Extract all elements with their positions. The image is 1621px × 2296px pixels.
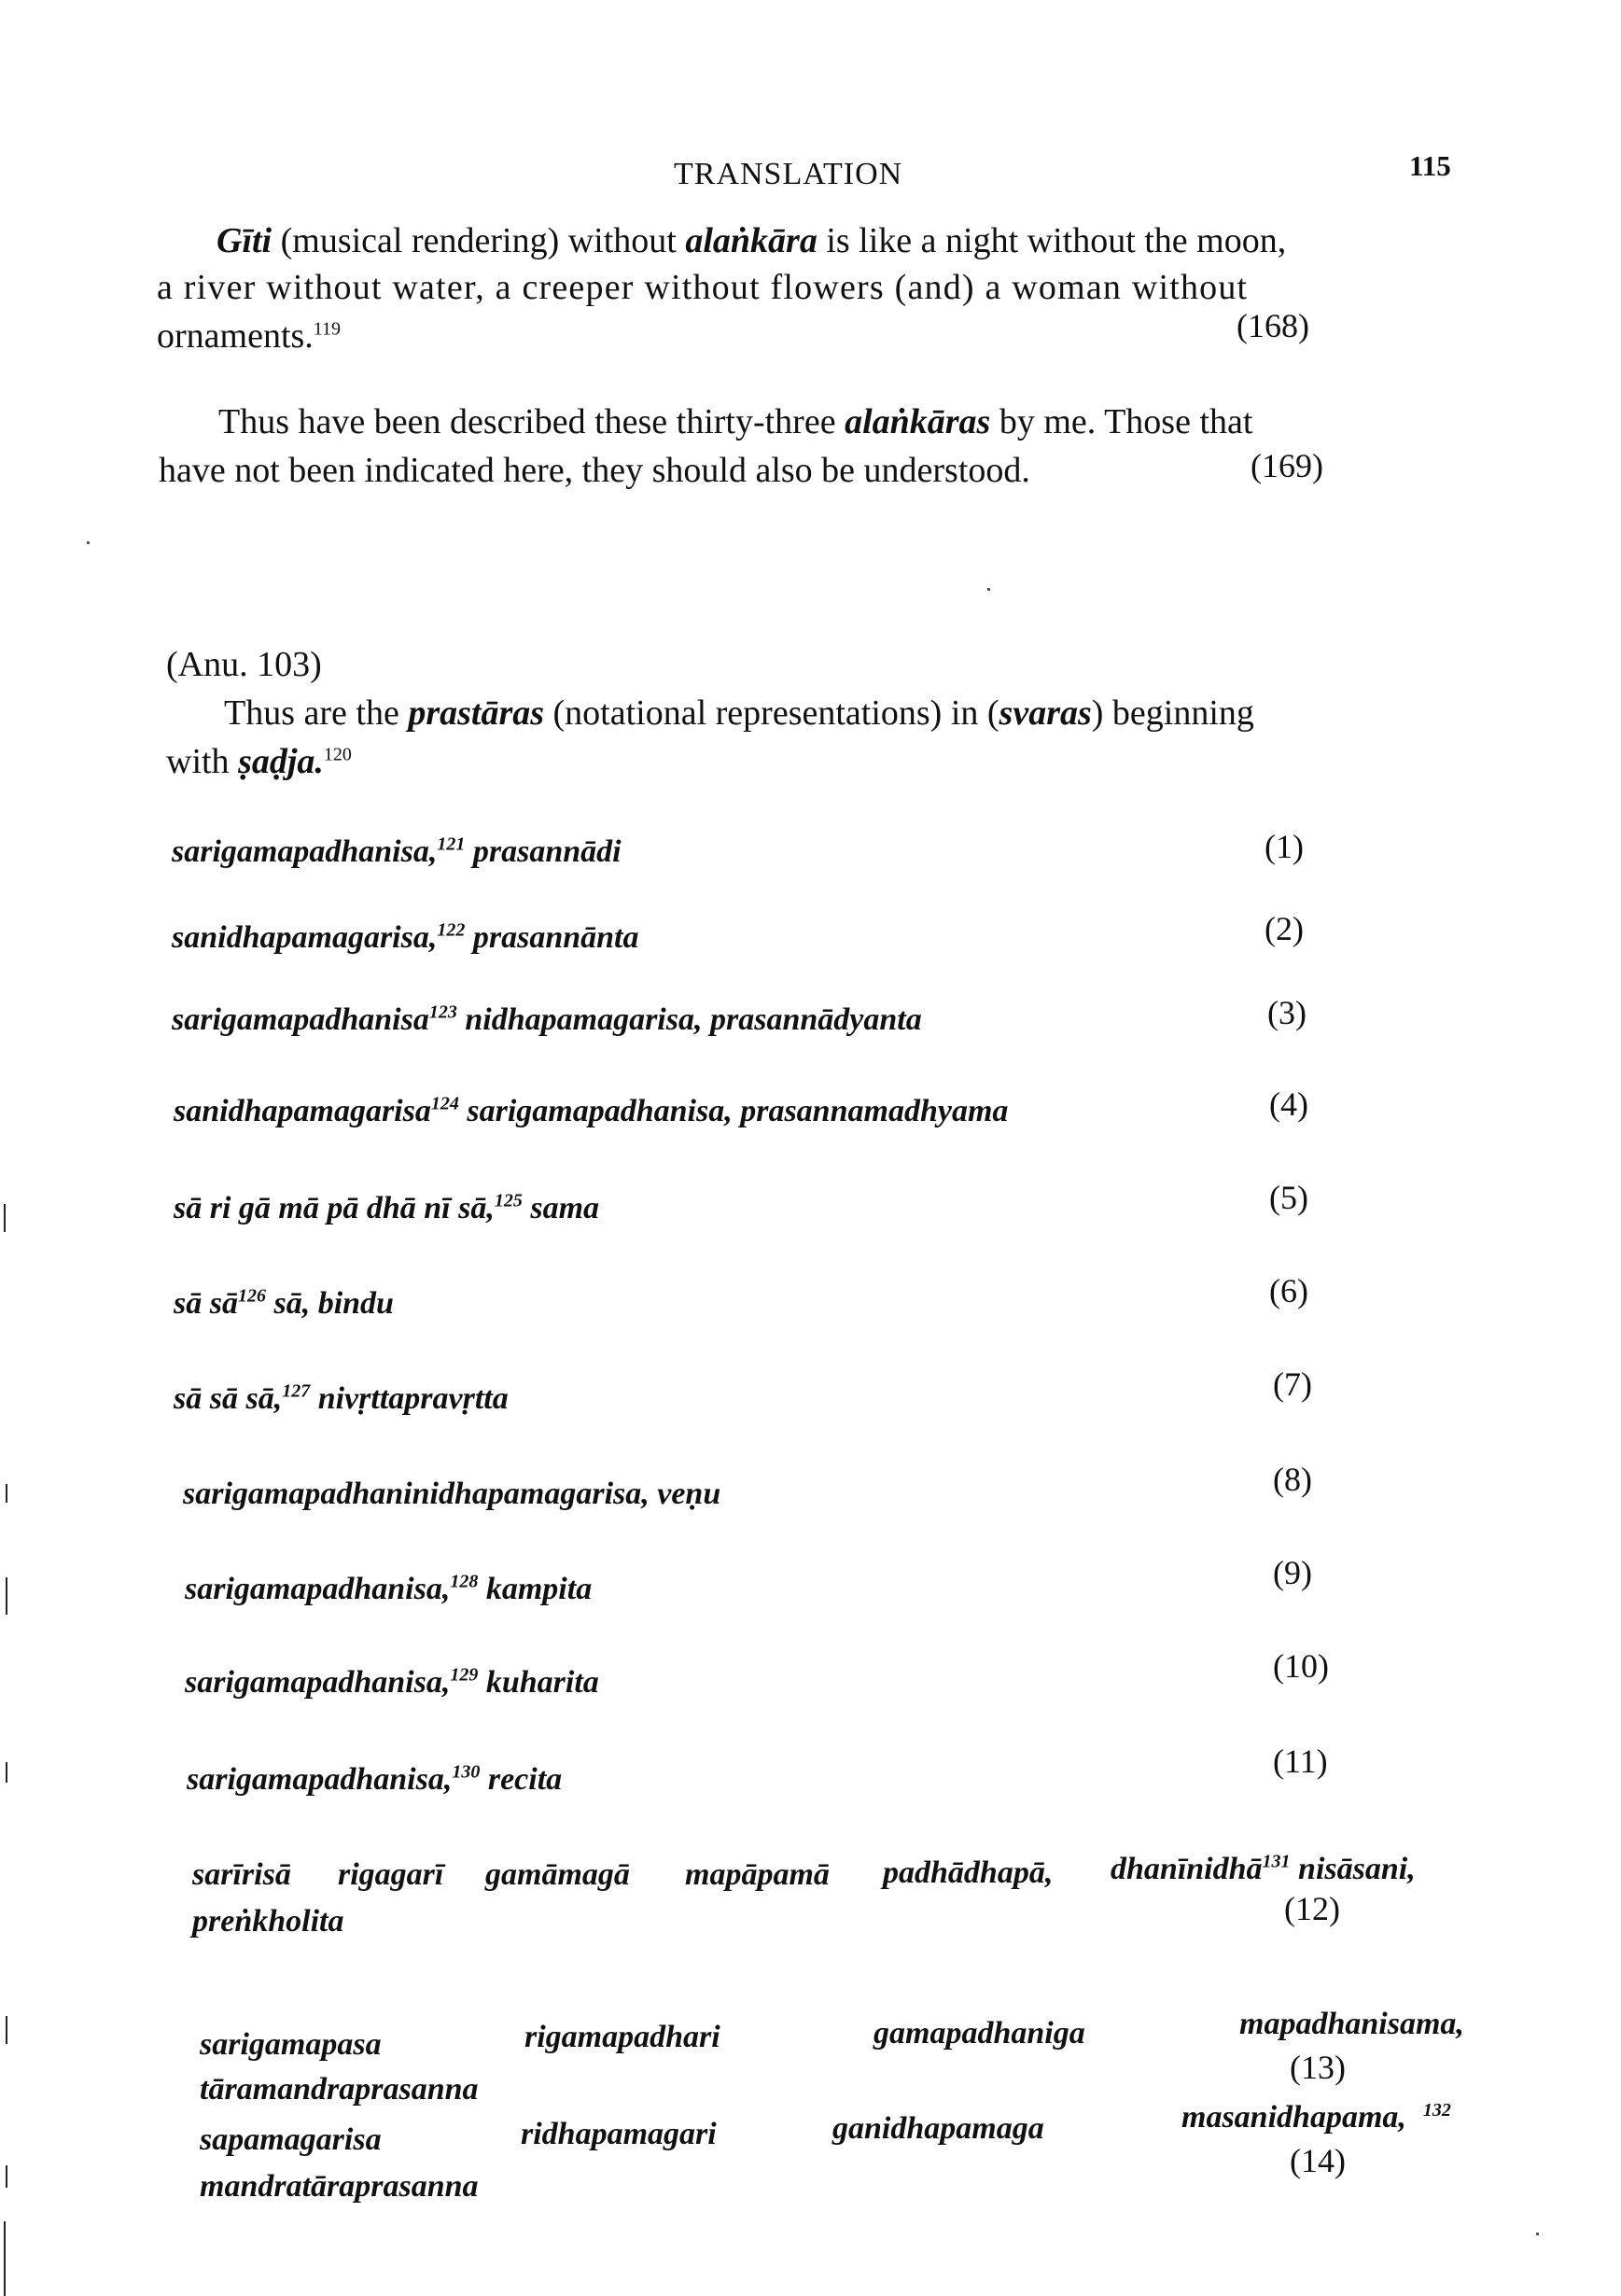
margin-mark: [6, 2165, 7, 2188]
text: sarigamapadhanisa, prasannamadhyama: [458, 1094, 1009, 1128]
para1-line2: a river without water, a creeper without flowers (and) a woman without: [157, 268, 1249, 307]
footnote-ref: 131: [1262, 1851, 1291, 1872]
text: kampita: [478, 1572, 593, 1606]
list-item: preṅkholita: [192, 1904, 344, 1939]
term-prastaras: prastāras: [408, 693, 545, 733]
margin-mark: [6, 2016, 7, 2044]
text: sā, bindu: [265, 1286, 394, 1321]
text: sarigamapadhanisa: [172, 1002, 429, 1037]
verse-number: (169): [1251, 447, 1323, 484]
footnote-ref: 126: [237, 1285, 266, 1307]
text: (musical rendering) without: [272, 221, 686, 260]
text: sarigamapadhanisa,: [187, 1762, 453, 1797]
list-item: [174, 1094, 1008, 1129]
item-number: (13): [1290, 2049, 1346, 2086]
item-number: (4): [1269, 1085, 1308, 1123]
list-item: rigagarī: [338, 1857, 444, 1892]
para1-line1: [217, 220, 1286, 261]
list-item: padhādhapā,: [883, 1855, 1054, 1890]
text: recita: [480, 1762, 563, 1797]
list-item: [174, 1381, 509, 1417]
list-item: mapāpamā: [685, 1857, 830, 1892]
list-item: rigamapadhari: [524, 2020, 720, 2054]
list-item: [174, 1286, 394, 1322]
para2-line2: have not been indicated here, they should also be understood.: [159, 451, 1030, 490]
footnote-ref: 122: [437, 919, 466, 941]
item-number: (1): [1265, 828, 1304, 865]
item-number: (6): [1269, 1272, 1308, 1309]
list-item: [172, 1002, 922, 1038]
scan-speck: [1536, 2233, 1539, 2235]
list-item: [187, 1762, 562, 1798]
list-item: gamāmagā: [485, 1857, 630, 1892]
list-item: [1181, 2100, 1451, 2135]
text: dhanīnidhā: [1111, 1852, 1263, 1886]
text: sama: [522, 1191, 600, 1225]
text: by me. Those that: [990, 402, 1253, 441]
text: sanidhapamagarisa: [174, 1094, 431, 1128]
text: sarigamapadhanisa,: [185, 1665, 451, 1700]
text: (notational representations) in (: [544, 693, 999, 733]
text: sarigamapadhanisa,: [172, 834, 438, 869]
term-alankara: alaṅkāra: [685, 221, 817, 260]
list-item: mapadhanisama,: [1239, 2007, 1464, 2041]
list-item: sarīrisā: [192, 1857, 291, 1892]
list-item: mandratāraprasanna: [200, 2169, 479, 2204]
list-item: [172, 834, 622, 870]
footnote-ref: 124: [430, 1093, 459, 1114]
text: sā sā sā,: [174, 1381, 283, 1416]
anu-line2: [166, 741, 352, 782]
text: nisāsani,: [1298, 1852, 1416, 1886]
item-number: (2): [1265, 910, 1304, 947]
item-number: (9): [1273, 1554, 1312, 1591]
list-item: tāramandraprasanna: [200, 2072, 479, 2107]
text: sā ri gā mā pā dhā nī sā,: [174, 1191, 495, 1225]
footnote-ref: 130: [452, 1761, 481, 1783]
para1-line3: [157, 315, 341, 357]
item-number: (7): [1273, 1365, 1312, 1403]
text: sā sā: [174, 1286, 238, 1321]
scan-speck: [987, 588, 990, 591]
list-item: [174, 1191, 599, 1226]
list-item: [1111, 1852, 1416, 1887]
text: nivṛttapravṛtta: [310, 1381, 509, 1416]
footnote-ref: 119: [313, 318, 342, 340]
page-number: 115: [1409, 149, 1451, 182]
text: ) beginning: [1091, 693, 1254, 733]
footnote-ref: 132: [1422, 2099, 1451, 2121]
list-item: [185, 1572, 592, 1607]
text: nidhapamagarisa, prasannādyanta: [456, 1002, 922, 1037]
anu-line1: [224, 693, 1254, 734]
text: is like a night without the moon,: [817, 221, 1287, 260]
item-number: (3): [1267, 994, 1307, 1031]
verse-number: (168): [1237, 307, 1309, 344]
list-item: gamapadhaniga: [873, 2016, 1085, 2051]
text: with: [166, 742, 239, 781]
margin-mark: [6, 1484, 7, 1503]
list-item: ridhapamagari: [521, 2117, 717, 2151]
text: prasannānta: [465, 920, 639, 955]
scan-speck: [87, 541, 90, 544]
text: prasannādi: [465, 834, 622, 869]
text: sarigamapadhaninidhapamagarisa, veṇu: [183, 1477, 721, 1511]
margin-mark: [4, 2221, 6, 2296]
margin-mark: [6, 1762, 7, 1783]
item-number: (8): [1273, 1461, 1312, 1498]
item-number: (10): [1273, 1647, 1329, 1685]
footnote-ref: 125: [494, 1190, 523, 1211]
item-number: (14): [1290, 2142, 1346, 2179]
section-ref: (Anu. 103): [166, 645, 322, 684]
text: kuharita: [478, 1665, 599, 1700]
term-sadja: ṣaḍja.: [238, 742, 324, 781]
item-number: (11): [1273, 1743, 1328, 1780]
list-item: [183, 1477, 720, 1512]
item-number: (12): [1284, 1890, 1340, 1927]
text: sanidhapamagarisa,: [172, 920, 438, 955]
term-giti: Gīti: [217, 221, 272, 260]
term-alankaras: alaṅkāras: [845, 402, 991, 441]
footnote-ref: 128: [450, 1571, 479, 1592]
list-item: sarigamapasa: [200, 2027, 382, 2062]
term-svaras: svaras: [999, 693, 1092, 733]
item-number: (5): [1269, 1179, 1308, 1216]
text: sarigamapadhanisa,: [185, 1572, 451, 1606]
text: ornaments.: [157, 316, 314, 356]
footnote-ref: 123: [428, 1001, 457, 1023]
footnote-ref: 129: [450, 1664, 479, 1686]
para2-line1: [218, 401, 1252, 442]
text: Thus have been described these thirty-three: [218, 402, 845, 441]
text: Thus are the: [224, 693, 409, 733]
footnote-ref: 120: [323, 744, 352, 765]
running-header: TRANSLATION: [674, 157, 903, 191]
margin-mark: [6, 1577, 7, 1615]
list-item: [172, 920, 639, 956]
margin-mark: [4, 1204, 6, 1232]
list-item: ganidhapamaga: [832, 2111, 1044, 2146]
list-item: sapamagarisa: [200, 2122, 382, 2157]
footnote-ref: 121: [437, 833, 466, 855]
footnote-ref: 127: [282, 1380, 311, 1402]
list-item: [185, 1665, 599, 1701]
text: masanidhapama,: [1181, 2100, 1406, 2135]
